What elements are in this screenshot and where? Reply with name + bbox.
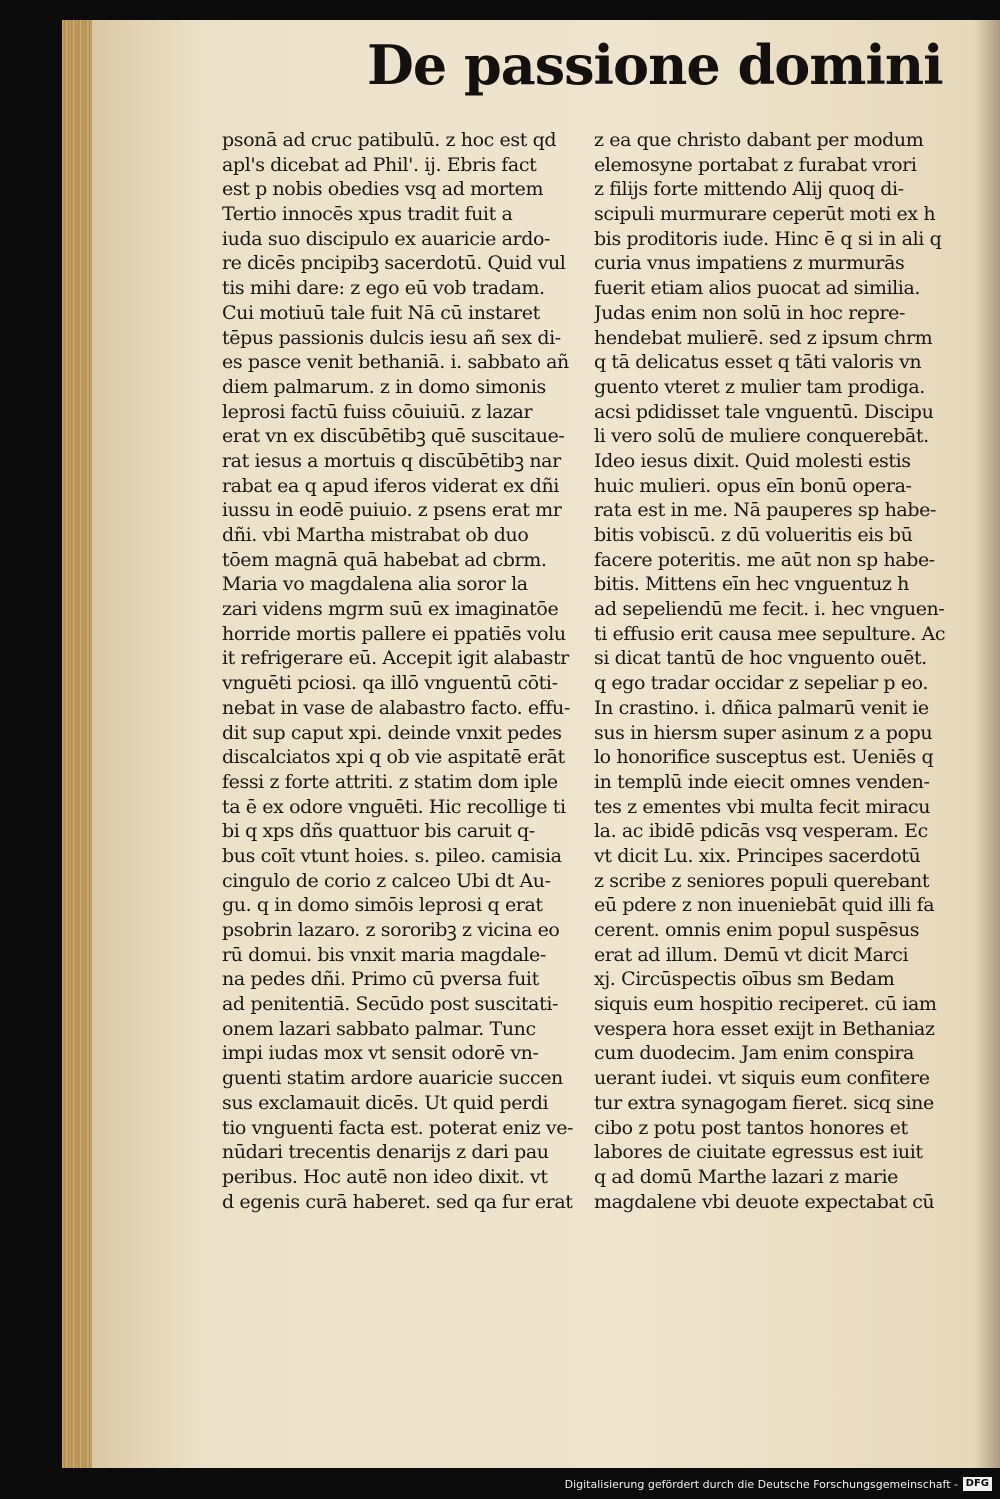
text-line: rabat ea q apud iferos viderat ex dñi bbox=[222, 474, 559, 497]
text-line: z ea que christo dabant per modum bbox=[594, 129, 924, 151]
text-line: cerent. omnis enim popul suspēsus bbox=[594, 919, 920, 941]
text-line: rū domui. bis vnxit maria magdale- bbox=[222, 943, 546, 966]
dfg-logo: DFG bbox=[963, 1477, 992, 1491]
text-line: fessi z forte attriti. z statim dom iple bbox=[222, 770, 558, 793]
text-line: psonā ad cruc patibulū. z hoc est qd bbox=[222, 129, 557, 151]
text-line: guento vteret z mulier tam prodiga. bbox=[594, 375, 925, 398]
text-line: q ad domū Marthe lazari z marie bbox=[594, 1165, 898, 1188]
text-line: rat iesus a mortuis q discūbētibꝫ nar bbox=[222, 449, 561, 472]
text-line: li vero solū de muliere conquerebāt. bbox=[594, 425, 929, 448]
running-header: De passione domini bbox=[367, 33, 943, 97]
text-line: sus in hiersm super asinum z a popu bbox=[594, 721, 933, 744]
text-line: siquis eum hospitio reciperet. cū iam bbox=[594, 993, 937, 1016]
text-line: peribus. Hoc autē non ideo dixit. vt bbox=[222, 1165, 548, 1188]
text-line: ta ē ex odore vnguēti. Hic recollige ti bbox=[222, 795, 566, 818]
text-line: tio vnguenti facta est. poterat eniz ve- bbox=[222, 1116, 574, 1139]
text-line: eū pdere z non inueniebāt quid illi fa bbox=[594, 894, 935, 917]
text-line: es pasce venit bethaniā. i. sabbato añ bbox=[222, 351, 569, 374]
text-line: q ego tradar occidar z sepeliar p eo. bbox=[594, 672, 929, 695]
text-line: iussu in eodē puiuio. z psens erat mr bbox=[222, 499, 562, 522]
text-line: discalciatos xpi q ob vie aspitatē erāt bbox=[222, 746, 565, 769]
text-line: cingulo de corio z calceo Ubi dt Au- bbox=[222, 869, 551, 892]
text-line: elemosyne portabat z furabat vrori bbox=[594, 153, 917, 176]
text-line: gu. q in domo simōis leprosi q erat bbox=[222, 894, 543, 917]
text-line: Tertio innocēs xpus tradit fuit a bbox=[222, 203, 513, 226]
text-line: diem palmarum. z in domo simonis bbox=[222, 375, 546, 398]
text-line: vnguēti pciosi. qa illō vnguentū cōti- bbox=[222, 672, 558, 695]
text-line: tis mihi dare: z ego eū vob tradam. bbox=[222, 277, 545, 300]
text-line: zari videns mgrm suū ex imaginatōe bbox=[222, 598, 559, 621]
text-line: si dicat tantū de hoc vnguento ouēt. bbox=[594, 647, 927, 670]
text-line: ad penitentiā. Secūdo post suscitati- bbox=[222, 993, 559, 1016]
text-line: z scribe z seniores populi querebant bbox=[594, 869, 930, 892]
text-line: tōem magnā quā habebat ad cbrm. bbox=[222, 548, 547, 571]
left-text-column bbox=[222, 128, 577, 1214]
text-line: erat vn ex discūbētibꝫ quē suscitaue- bbox=[222, 425, 565, 448]
text-line: re dicēs pncipibꝫ sacerdotū. Quid vul bbox=[222, 252, 566, 275]
text-line: rata est in me. Nā pauperes sp habe- bbox=[594, 499, 936, 522]
text-line: nūdari trecentis denarijs z dari pau bbox=[222, 1141, 549, 1164]
text-line: bitis vobiscū. z dū volueritis eis bū bbox=[594, 524, 913, 546]
text-line: dñi. vbi Martha mistrabat ob duo bbox=[222, 524, 529, 546]
text-line: tēpus passionis dulcis iesu añ sex di- bbox=[222, 326, 561, 349]
footer-credit: Digitalisierung gefördert durch die Deutsche Forschungsgemeinschaft - bbox=[564, 1478, 958, 1491]
text-line: hendebat mulierē. sed z ipsum chrm bbox=[594, 326, 933, 349]
text-line: facere poteritis. me aūt non sp habe- bbox=[594, 548, 935, 571]
text-line: Cui motiuū tale fuit Nā cū instaret bbox=[222, 301, 540, 324]
text-line: acsi pdidisset tale vnguentū. Discipu bbox=[594, 400, 934, 423]
text-line: na pedes dñi. Primo cū pversa fuit bbox=[222, 968, 539, 991]
text-line: iuda suo discipulo ex auaricie ardo- bbox=[222, 227, 551, 250]
text-line: sus exclamauit dicēs. Ut quid perdi bbox=[222, 1091, 549, 1114]
text-line: dit sup caput xpi. deinde vnxit pedes bbox=[222, 721, 562, 744]
text-line: psobrin lazaro. z sororibꝫ z vicina eo bbox=[222, 919, 560, 941]
text-line: nebat in vase de alabastro facto. effu- bbox=[222, 696, 570, 719]
text-line: bi q xps dñs quattuor bis caruit q- bbox=[222, 820, 535, 843]
text-line: lo honorifice susceptus est. Ueniēs q bbox=[594, 746, 934, 769]
text-line: onem lazari sabbato palmar. Tunc bbox=[222, 1017, 536, 1040]
text-line: vt dicit Lu. xix. Principes sacerdotū bbox=[594, 844, 921, 867]
text-line: it refrigerare eū. Accepit igit alabastr bbox=[222, 647, 569, 670]
text-line: magdalene vbi deuote expectabat cū bbox=[594, 1190, 935, 1213]
text-line: Judas enim non solū in hoc repre- bbox=[594, 301, 905, 324]
right-text-column bbox=[594, 128, 959, 1214]
text-line: In crastino. i. dñica palmarū venit ie bbox=[594, 696, 929, 719]
text-line: bus coīt vtunt hoies. s. pileo. camisia bbox=[222, 844, 562, 867]
text-line: guenti statim ardore auaricie succen bbox=[222, 1067, 563, 1090]
text-line: curia vnus impatiens z murmurās bbox=[594, 252, 905, 275]
text-line: xj. Circūspectis oībus sm Bedam bbox=[594, 968, 895, 991]
text-line: ad sepeliendū me fecit. i. hec vnguen- bbox=[594, 598, 945, 621]
text-line: impi iudas mox vt sensit odorē vn- bbox=[222, 1042, 539, 1065]
gutter-shadow bbox=[974, 20, 1000, 1468]
text-line: Ideo iesus dixit. Quid molesti estis bbox=[594, 449, 911, 472]
text-line: horride mortis pallere ei ppatiēs volu bbox=[222, 622, 566, 645]
text-line: tes z ementes vbi multa fecit miracu bbox=[594, 795, 931, 818]
text-line: apl's dicebat ad Phil'. ij. Ebris fact bbox=[222, 153, 537, 176]
text-line: ti effusio erit causa mee sepulture. Ac bbox=[594, 622, 946, 645]
text-line: uerant iudei. vt siquis eum confitere bbox=[594, 1067, 930, 1090]
text-line: la. ac ibidē pdicās vsq vesperam. Ec bbox=[594, 820, 928, 843]
text-line: z filijs forte mittendo Alij quoq di- bbox=[594, 178, 904, 201]
text-line: tur extra synagogam fieret. sicq sine bbox=[594, 1091, 934, 1114]
text-line: scipuli murmurare ceperūt moti ex h bbox=[594, 203, 936, 226]
text-line: q tā delicatus esset q tāti valoris vn bbox=[594, 351, 922, 374]
text-line: cibo z potu post tantos honores et bbox=[594, 1116, 908, 1139]
text-line: leprosi factū fuiss cōuiuiū. z lazar bbox=[222, 400, 533, 423]
text-line: vespera hora esset exijt in Bethaniaz bbox=[594, 1017, 935, 1040]
text-line: labores de ciuitate egressus est iuit bbox=[594, 1141, 923, 1164]
text-line: huic mulieri. opus eīn bonū opera- bbox=[594, 474, 912, 497]
text-line: fuerit etiam alios puocat ad similia. bbox=[594, 277, 921, 300]
text-line: bis proditoris iude. Hinc ē q si in ali q bbox=[594, 227, 942, 250]
text-line: cum duodecim. Jam enim conspira bbox=[594, 1042, 914, 1065]
text-line: d egenis curā haberet. sed qa fur erat bbox=[222, 1190, 573, 1213]
text-line: in templū inde eiecit omnes venden- bbox=[594, 770, 930, 793]
text-line: erat ad illum. Demū vt dicit Marci bbox=[594, 943, 909, 966]
text-line: bitis. Mittens eīn hec vnguentuz h bbox=[594, 573, 910, 596]
text-line: Maria vo magdalena alia soror la bbox=[222, 573, 528, 596]
text-line: est p nobis obedies vsq ad mortem bbox=[222, 178, 544, 201]
